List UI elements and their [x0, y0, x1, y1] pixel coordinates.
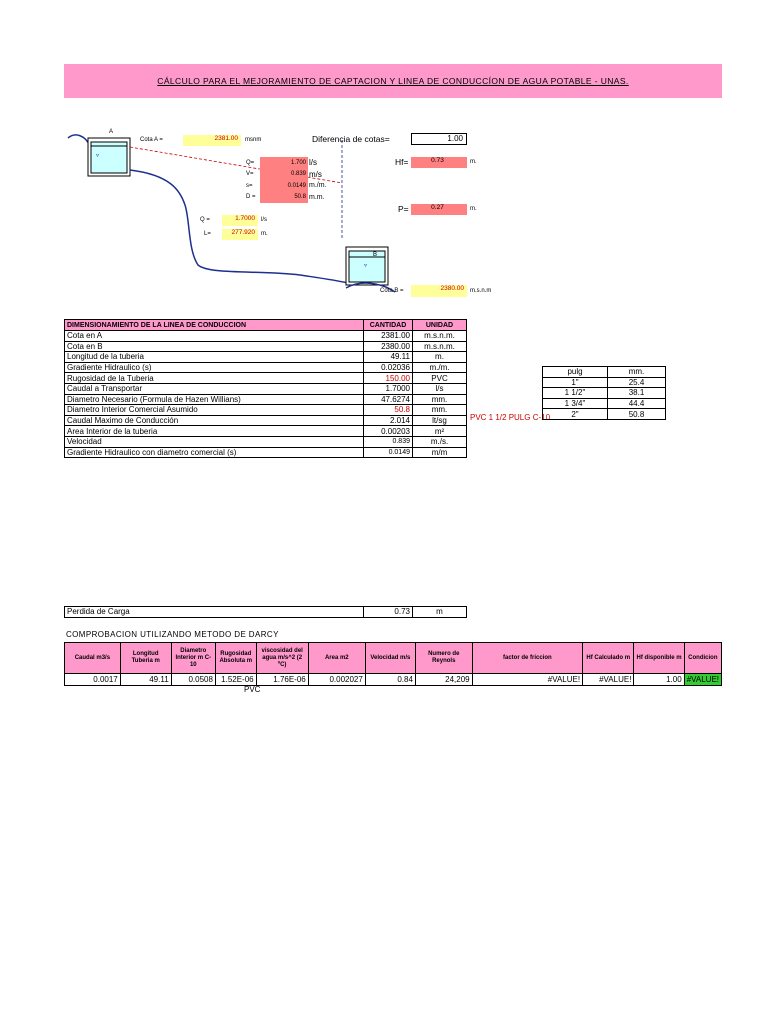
- pulg-cell: 1 3/4": [543, 398, 608, 409]
- pulg-cell: 2": [543, 409, 608, 420]
- darcy-cell: 24,209: [415, 674, 472, 686]
- darcy-cell: 0.002027: [308, 674, 365, 686]
- darcy-header: factor de friccion: [472, 643, 583, 674]
- row-unit: l/s: [413, 383, 467, 394]
- param-unit: m/s: [309, 169, 322, 179]
- row-unit: m.: [413, 352, 467, 363]
- darcy-cell: 49.11: [120, 674, 171, 686]
- header-desc: DIMENSIONAMIENTO DE LA LINEA DE CONDUCCION: [65, 320, 364, 331]
- param-label: Q=: [246, 159, 255, 166]
- row-qty: 1.7000: [364, 383, 413, 394]
- l-label: L=: [204, 231, 211, 237]
- cota-b-unit: m.s.n.m: [470, 288, 492, 294]
- row-unit: mm.: [413, 394, 467, 405]
- darcy-header: Condicion: [684, 643, 721, 674]
- darcy-cell: 1.00: [634, 674, 684, 686]
- cota-a-unit: msnm: [245, 137, 262, 143]
- darcy-cell: #VALUE!: [472, 674, 583, 686]
- row-desc: Velocidad: [65, 436, 364, 447]
- hf-label: Hf=: [395, 157, 409, 167]
- dimension-table: [64, 319, 467, 458]
- darcy-cell: 1.76E-06: [256, 674, 308, 686]
- darcy-condition-cell: #VALUE!: [684, 674, 721, 686]
- mm-header: mm.: [608, 367, 666, 378]
- param-unit: m.m.: [309, 193, 325, 201]
- row-desc: Gradiente Hidraulico con diametro comercial (s): [65, 447, 364, 458]
- header-unit: UNIDAD: [413, 320, 467, 331]
- row-desc: Diametro Necesario (Formula de Hazen Willians): [65, 394, 364, 405]
- darcy-header: Rugosidad Absoluta m: [215, 643, 256, 674]
- darcy-header: Hf Calculado m: [583, 643, 634, 674]
- perdida-unit: m: [413, 607, 467, 618]
- mm-cell: 25.4: [608, 377, 666, 388]
- row-qty: 0.839: [364, 436, 413, 447]
- darcy-header: Hf disponible m: [634, 643, 684, 674]
- row-qty: 150.00: [364, 373, 413, 384]
- row-unit: mm.: [413, 405, 467, 416]
- row-desc: Cota en A: [65, 331, 364, 342]
- p-label: P=: [398, 204, 409, 214]
- pulg-cell: 1 1/2": [543, 388, 608, 399]
- row-unit: m.s.n.m.: [413, 341, 467, 352]
- row-unit: m./m.: [413, 362, 467, 373]
- pulg-header: pulg: [543, 367, 608, 378]
- flow-params: [246, 157, 346, 203]
- row-desc: Cota en B: [65, 341, 364, 352]
- perdida-row: [64, 606, 467, 618]
- header-qty: CANTIDAD: [364, 320, 413, 331]
- conduction-diagram: [60, 120, 520, 310]
- mm-cell: 50.8: [608, 409, 666, 420]
- tank-b-label: B: [373, 252, 378, 258]
- param-label: s=: [246, 182, 253, 189]
- darcy-header: Numero de Reynols: [415, 643, 472, 674]
- row-desc: Caudal Maximo de Conducción: [65, 415, 364, 426]
- cota-b-value: 2380.00: [411, 285, 467, 297]
- param-value: 0.0149: [287, 182, 306, 189]
- darcy-cell: 0.0017: [65, 674, 121, 686]
- darcy-header: Area m2: [308, 643, 365, 674]
- hf-value: 0.73: [411, 157, 467, 168]
- row-desc: Area Interior de la tuberia: [65, 426, 364, 437]
- darcy-table: [64, 642, 722, 686]
- pipe-note: PVC 1 1/2 PULG C-10: [470, 413, 551, 422]
- diff-label: Diferencia de cotas=: [312, 134, 390, 144]
- p-value: 0.27: [411, 204, 467, 215]
- row-qty: 50.8: [364, 405, 413, 416]
- row-qty: 49.11: [364, 352, 413, 363]
- row-desc: Caudal a Transportar: [65, 383, 364, 394]
- darcy-header: Longitud Tuberia m: [120, 643, 171, 674]
- row-qty: 2380.00: [364, 341, 413, 352]
- q-unit: l/s: [261, 217, 267, 223]
- row-qty: 0.0149: [364, 447, 413, 458]
- cota-b-label: Cota B =: [380, 288, 404, 294]
- mm-cell: 38.1: [608, 388, 666, 399]
- page-title: CÁLCULO PARA EL MEJORAMIENTO DE CAPTACION Y LINEA DE CONDUCCÍON DE AGUA POTABLE - UNAS.: [64, 64, 722, 98]
- perdida-value: 0.73: [364, 607, 413, 618]
- darcy-cell: 0.0508: [171, 674, 215, 686]
- perdida-label: Perdida de Carga: [65, 607, 364, 618]
- param-value: 50.8: [294, 194, 306, 201]
- hf-unit: m.: [470, 159, 477, 165]
- row-desc: Diametro Interior Comercial Asumido: [65, 405, 364, 416]
- pulg-table: [542, 366, 666, 420]
- p-unit: m.: [470, 206, 477, 212]
- param-label: D =: [246, 194, 256, 201]
- cota-a-value: 2381.00: [183, 135, 241, 146]
- param-value: 1.700: [290, 159, 306, 166]
- row-qty: 2381.00: [364, 331, 413, 342]
- mm-cell: 44.4: [608, 398, 666, 409]
- darcy-note: PVC: [244, 685, 261, 694]
- param-value: 0.839: [290, 171, 306, 178]
- row-qty: 47.6274: [364, 394, 413, 405]
- row-unit: PVC: [413, 373, 467, 384]
- row-desc: Longitud de la tuberia: [65, 352, 364, 363]
- l-value: 277.920: [222, 229, 258, 240]
- darcy-title: COMPROBACION UTILIZANDO METODO DE DARCY: [66, 630, 279, 639]
- darcy-cell: 1.52E-06: [215, 674, 256, 686]
- darcy-header: Diametro Interior m C-10: [171, 643, 215, 674]
- row-unit: m²: [413, 426, 467, 437]
- darcy-header: viscosidad del agua m/s^2 (2 ºC): [256, 643, 308, 674]
- row-qty: 0.02036: [364, 362, 413, 373]
- param-label: V=: [246, 171, 254, 178]
- param-unit: m./m.: [309, 182, 327, 190]
- row-unit: lt/sg: [413, 415, 467, 426]
- row-desc: Rugosidad de la Tuberia: [65, 373, 364, 384]
- cota-a-label: Cota A =: [140, 137, 163, 143]
- row-desc: Gradiente Hidraulico (s): [65, 362, 364, 373]
- darcy-cell: 0.84: [365, 674, 415, 686]
- darcy-cell: #VALUE!: [583, 674, 634, 686]
- water-level-icon: ▿: [96, 153, 100, 159]
- row-qty: 0.00203: [364, 426, 413, 437]
- darcy-header: Velocidad m/s: [365, 643, 415, 674]
- q-label: Q =: [200, 217, 210, 223]
- q-value: 1.7000: [222, 215, 258, 226]
- row-unit: m./s.: [413, 436, 467, 447]
- darcy-header: Caudal m3/s: [65, 643, 121, 674]
- row-qty: 2.014: [364, 415, 413, 426]
- row-unit: m/m: [413, 447, 467, 458]
- param-unit: l/s: [309, 158, 317, 168]
- diff-value: 1.00: [411, 133, 467, 145]
- tank-a-label: A: [109, 129, 114, 135]
- pulg-cell: 1": [543, 377, 608, 388]
- row-unit: m.s.n.m.: [413, 331, 467, 342]
- water-level-icon: ▿: [364, 263, 368, 269]
- l-unit: m.: [261, 231, 268, 237]
